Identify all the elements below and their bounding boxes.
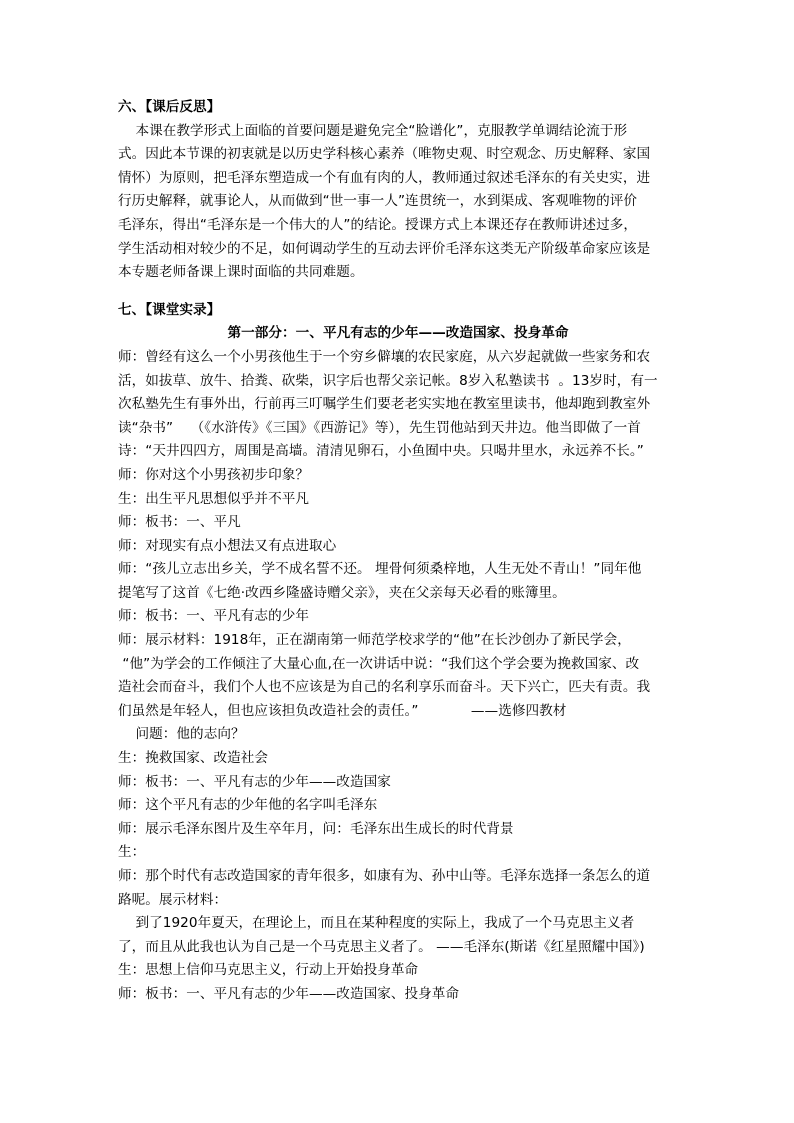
record-line: 生：思想上信仰马克思主义，行动上开始投身革命 <box>118 962 419 979</box>
record-line: 师：你对这个小男孩初步印象？ <box>118 466 310 483</box>
record-line: 造社会而奋斗，我们个人也不应该是为自己的名利享乐而奋斗。天下兴亡，匹夫有责。我 <box>118 679 651 696</box>
record-line: 提笔写了这首《七绝·改西乡隆盛诗赠父亲》，夹在父亲每天必看的账簿里。 <box>118 584 566 601</box>
record-line: 师：对现实有点小想法又有点进取心 <box>118 537 337 554</box>
document-page <box>118 96 678 1007</box>
record-line: 师：曾经有这么一个小男孩他生于一个穷乡僻壤的农民家庭，从六岁起就做一些家务和农 <box>118 348 651 365</box>
section-heading-reflection: 六、【课后反思】 <box>118 99 221 115</box>
record-line: 师：板书：一、平凡 <box>118 514 241 531</box>
record-line: 生：出生平凡思想似乎并不平凡 <box>118 490 310 507</box>
section-heading-classroom-record: 七、【课堂实录】 <box>118 301 221 318</box>
record-line: 师：板书：一、平凡有志的少年 <box>118 608 310 625</box>
reflection-line: 情怀）为原则，把毛泽东塑造成一个有血有肉的人，教师通过叙述毛泽东的有关史实，进 <box>118 169 651 186</box>
record-line: 路呢。展示材料： <box>118 891 228 908</box>
record-line: 活，如拔草、放牛、拾粪、砍柴，识字后也帮父亲记帐。8岁入私塾读书 。13岁时，有一 <box>118 372 658 389</box>
reflection-line: 本课在教学形式上面临的首要问题是避免完全“脸谱化”，克服教学单调结论流于形 <box>118 122 628 139</box>
record-line: 生：挽救国家、改造社会 <box>118 750 269 767</box>
record-line: 师：展示毛泽东图片及生卒年月，问：毛泽东出生成长的时代背景 <box>118 820 514 837</box>
record-line: 师：板书：一、平凡有志的少年——改造国家 <box>118 773 391 790</box>
reflection-line: 学生活动相对较少的不足，如何调动学生的互动去评价毛泽东这类无产阶级革命家应该是 <box>118 240 651 257</box>
reflection-paragraph <box>118 120 678 285</box>
record-line: 师：“孩儿立志出乡关，学不成名誓不还。 埋骨何须桑梓地，人生无处不青山！”同年他 <box>118 561 642 578</box>
record-line: 们虽然是年轻人，但也应该担负改造社会的责任。” ——选修四教材 <box>118 702 567 719</box>
reflection-line: 毛泽东，得出“毛泽东是一个伟大的人”的结论。授课方式上本课还存在教师讲述过多， <box>118 216 638 233</box>
record-line: 生： <box>118 844 146 861</box>
reflection-line: 式。因此本节课的初衷就是以历史学科核心素养（唯物史观、时空观念、历史解释、家国 <box>118 146 651 163</box>
part-title: 第一部分：一、平凡有志的少年——改造国家、投身革命 <box>227 325 569 342</box>
reflection-line: 本专题老师备课上课时面临的共同难题。 <box>118 264 364 281</box>
reflection-line: 行历史解释，就事论人，从而做到“世一事一人”连贯统一，水到渠成、客观唯物的评价 <box>118 193 638 210</box>
record-line: 师：这个平凡有志的少年他的名字叫毛泽东 <box>118 797 378 814</box>
record-line: 师：板书：一、平凡有志的少年——改造国家、投身革命 <box>118 985 460 1002</box>
record-line: 诗：“天井四四方，周围是高墙。清清见卵石，小鱼囿中央。只喝井里水，永远养不长。” <box>118 443 644 460</box>
record-line: 了，而且从此我也认为自己是一个马克思主义者了。 ——毛泽东(斯诺《红星照耀中国》) <box>118 938 645 955</box>
record-line: 次私塾先生有事外出，行前再三叮嘱学生们要老老实实地在教室里读书，他却跑到教室外 <box>118 396 651 413</box>
record-line: 师：那个时代有志改造国家的青年很多，如康有为、孙中山等。毛泽东选择一条怎么的道 <box>118 868 651 884</box>
record-line: 问题：他的志向？ <box>118 726 245 743</box>
classroom-record-body <box>118 346 678 1007</box>
record-line: “他”为学会的工作倾注了大量心血,在一次讲话中说：“我们这个学会要为挽救国家、改 <box>118 655 640 672</box>
section-spacer <box>118 285 678 299</box>
record-line: 读“杂书” （《水浒传》《三国》《西游记》等），先生罚他站到天井边。他当即做了一首 <box>118 419 641 436</box>
record-line: 师：展示材料：1918年，正在湖南第一师范学校求学的“他”在长沙创办了新民学会， <box>118 632 631 649</box>
record-line: 到了1920年夏天，在理论上，而且在某种程度的实际上，我成了一个马克思主义者 <box>118 915 635 932</box>
